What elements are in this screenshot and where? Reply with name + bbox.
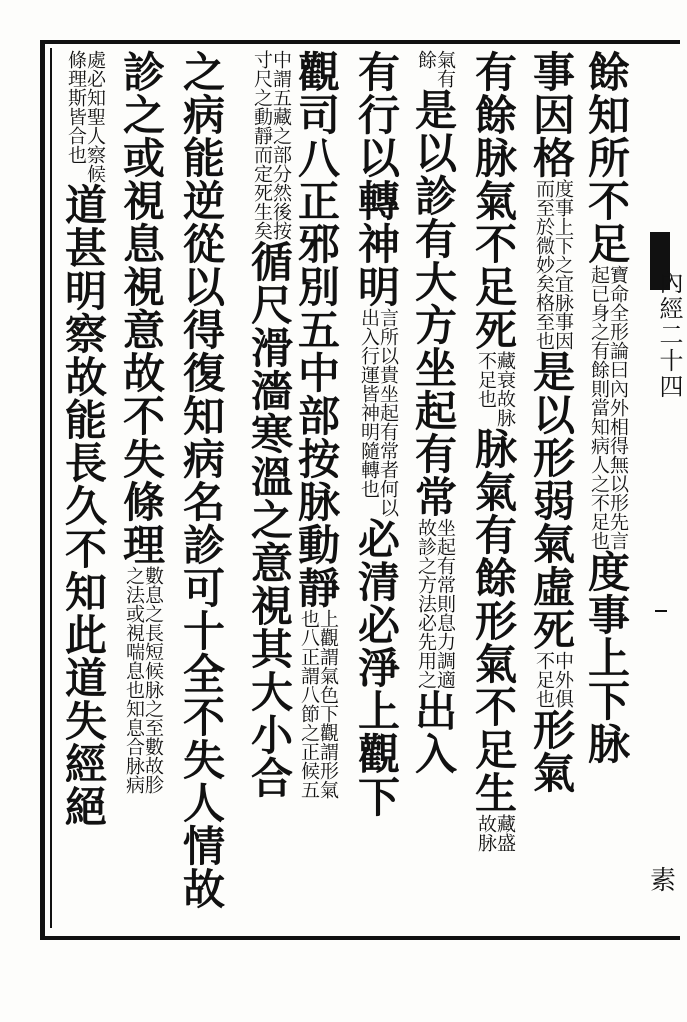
inner-border-line [50, 48, 52, 928]
main-text: 診之或視息視意故不失條理 [117, 50, 166, 566]
main-text: 出入 [409, 689, 458, 775]
main-text: 脉氣有餘形氣不足生 [469, 427, 518, 814]
text-column-6 [292, 50, 341, 930]
text-column-7 [245, 50, 294, 930]
commentary-line: 處必知聖人察候 [84, 50, 106, 183]
commentary-pair [252, 50, 290, 240]
margin-tick [655, 610, 667, 612]
commentary-pair [299, 609, 337, 799]
main-text: 循尺滑濇寒溫之意視其大小合 [245, 240, 294, 799]
main-text: 道甚明察故能長久不知此道失經絕 [59, 183, 108, 828]
commentary-line: 藏衰故脉 [494, 351, 516, 427]
margin-bottom-char: 素 [650, 866, 677, 896]
commentary-line: 之法或視喘息也知息合脉病 [123, 566, 145, 794]
text-column-10 [59, 50, 108, 930]
commentary-pair [534, 651, 572, 708]
commentary-line: 數息之長短候脉之至數故胗 [142, 566, 164, 794]
commentary-line: 中外俱 [552, 651, 574, 708]
commentary-line: 度事上下之宜脉事因 [552, 179, 574, 350]
main-text: 之病能逆從以得復知病名診可十全不失人情故 [177, 50, 226, 910]
commentary-line: 不足也 [475, 351, 497, 408]
commentary-pair [416, 50, 454, 88]
main-text: 度事上下脉 [582, 550, 631, 765]
commentary-line: 言所以貴坐起有常者何以 [377, 308, 399, 517]
commentary-line: 坐起有常則息力調適 [434, 518, 456, 689]
commentary-line: 氣有 [434, 50, 456, 88]
commentary-line: 也八正謂八節之正候五 [298, 609, 320, 799]
commentary-line: 藏盛 [494, 814, 516, 852]
main-text: 觀司八正邪別五中部按脉動靜 [292, 50, 341, 609]
commentary-line: 故脉 [475, 814, 497, 852]
text-column-3 [469, 50, 518, 930]
commentary-pair [124, 566, 162, 794]
commentary-line: 故診之方法必先用之 [415, 518, 437, 689]
commentary-pair [589, 265, 627, 550]
commentary-line: 寸尺之動靜而定死生矣 [251, 50, 273, 240]
commentary-line: 起已身之有餘則當知病人之不足也 [588, 265, 610, 550]
commentary-line: 出入行運皆神明隨轉也 [358, 308, 380, 498]
commentary-pair [66, 50, 104, 183]
margin-title: 內經二十四 [655, 270, 683, 400]
commentary-line: 餘 [415, 50, 437, 69]
commentary-pair [476, 351, 514, 427]
main-text: 餘知所不足 [582, 50, 631, 265]
page-margin [642, 40, 670, 940]
text-column-5 [352, 50, 401, 930]
text-column-4 [409, 50, 458, 930]
main-text: 必清必淨上觀下 [352, 517, 401, 818]
text-column-9 [117, 50, 166, 930]
commentary-line: 寶命全形論曰內外相得無以形先言 [607, 265, 629, 550]
text-column-1 [582, 50, 631, 930]
commentary-line: 而至於微妙矣格至也 [533, 179, 555, 350]
commentary-line: 不足也 [533, 651, 555, 708]
commentary-line: 上觀謂氣色下觀謂形氣 [317, 609, 339, 799]
commentary-pair [476, 814, 514, 852]
main-text: 有行以轉神明 [352, 50, 401, 308]
main-text: 有餘脉氣不足死 [469, 50, 518, 351]
main-text: 事因格 [527, 50, 576, 179]
commentary-pair [534, 179, 572, 350]
commentary-line: 中謂五藏之部分然後按 [270, 50, 292, 240]
main-text: 是以診有大方坐起有常 [409, 88, 458, 518]
text-column-8 [177, 50, 226, 930]
main-text: 形氣 [527, 708, 576, 794]
commentary-pair [416, 518, 454, 689]
text-column-2 [527, 50, 576, 930]
commentary-line: 條理斯皆合也 [65, 50, 87, 164]
commentary-pair [359, 308, 397, 517]
main-text: 是以形弱氣虛死 [527, 350, 576, 651]
